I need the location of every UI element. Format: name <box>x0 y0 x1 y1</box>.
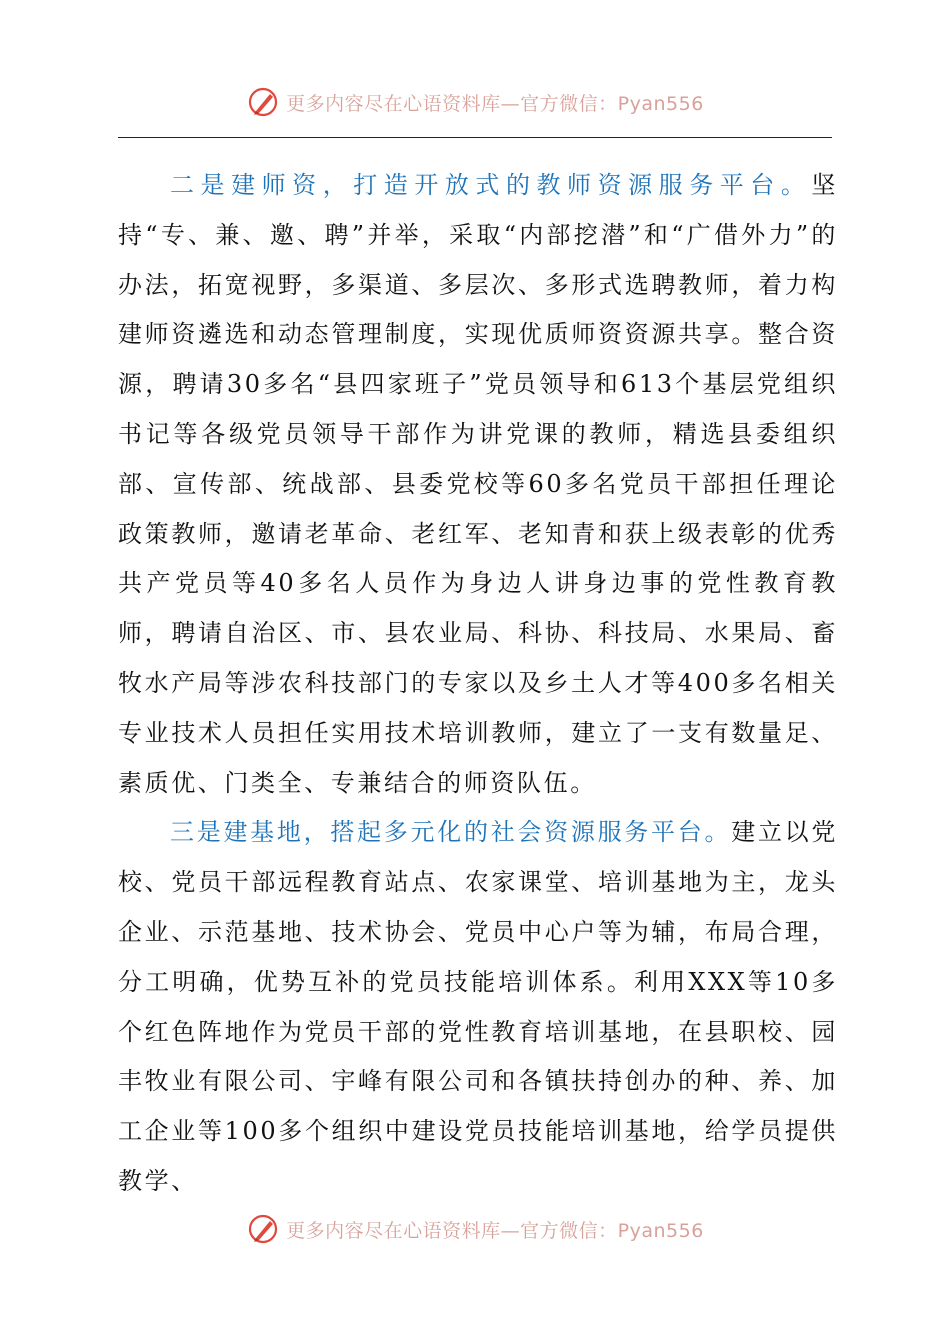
document-body <box>118 161 838 1207</box>
footer-wechat-id: Pyan556 <box>617 1219 704 1242</box>
footer-banner <box>0 1209 950 1249</box>
pen-logo-icon <box>246 1212 280 1246</box>
paragraph-lead: 三是建基地，搭起多元化的社会资源服务平台。 <box>170 818 732 847</box>
header-banner-text: 更多内容尽在心语资料库—官方微信：Pyan556 <box>286 92 704 115</box>
header-banner <box>0 82 950 122</box>
header-divider <box>118 137 832 138</box>
paragraph-text: 坚持“专、兼、邀、聘”并举，采取“内部挖潜”和“广借外力”的办法，拓宽视野，多渠道、多层次、多形式选聘教师，着力构建师资遴选和动态管理制度，实现优质师资资源共享。整合资源，聘请30多名“县四家班子”党员领导和613个基层党组织书记等各级党员领导干部作为讲党课的教师，精选县委组织部、宣传部、统战部、县委党校等60多名党员干部担任理论政策教师，邀请老革命、老红军、老知青和获上级表彰的优秀共产党员等40多名人员作为身边人讲身边事的党性教育教师，聘请自治区、市、县农业局、科协、科技局、水果局、畜牧水产局等涉农科技部门的专家以及乡土人才等400多名相关专业技术人员担任实用技术培训教师，建立了一支有数量足、素质优、门类全、专兼结合的师资队伍。 <box>118 171 838 797</box>
header-wechat-id: Pyan556 <box>617 92 704 115</box>
pen-logo-icon <box>246 85 280 119</box>
paragraph-teachers <box>118 161 838 808</box>
paragraph-lead: 二是建师资，打造开放式的教师资源服务平台。 <box>170 171 812 199</box>
paragraph-bases <box>118 808 838 1206</box>
paragraph-text: 建立以党校、党员干部远程教育站点、农家课堂、培训基地为主，龙头企业、示范基地、技术协会、党员中心户等为辅，布局合理，分工明确，优势互补的党员技能培训体系。利用XXX等10多个红色阵地作为党员干部的党性教育培训基地，在县职校、园丰牧业有限公司、宇峰有限公司和各镇扶持创办的种、养、加工企业等100多个组织中建设党员技能培训基地，给学员提供教学、 <box>118 818 838 1195</box>
footer-banner-text: 更多内容尽在心语资料库—官方微信：Pyan556 <box>286 1219 704 1242</box>
